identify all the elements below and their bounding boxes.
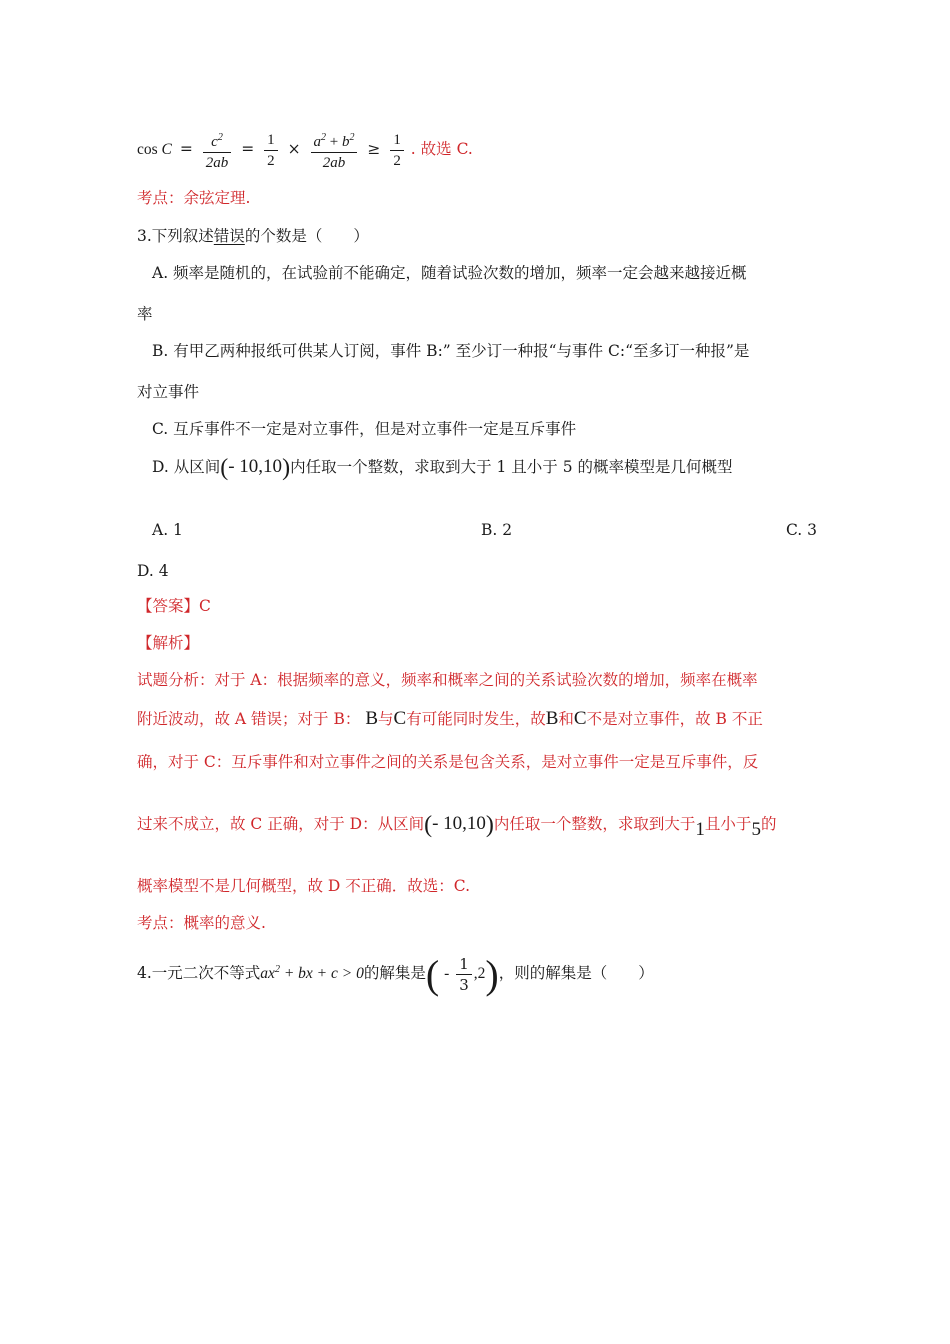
times-sign: × bbox=[287, 140, 301, 158]
analysis-line-3: 确，对于 C：互斥事件和对立事件之间的关系是包含关系，是对立事件一定是互斥事件，反 bbox=[137, 753, 759, 771]
fraction-one-half-2: $\frac{1}{2}$ bbox=[390, 130, 404, 171]
var-c: C bbox=[161, 141, 172, 158]
analysis-heading: 【解析】 bbox=[137, 634, 200, 652]
option-b-line-1: B. 有甲乙两种报纸可供某人订阅，事件 B:” 至少订一种报“与事件 C:“至多订一种报”是 bbox=[152, 342, 750, 360]
interval-text: - 10,10 bbox=[228, 456, 283, 477]
fraction-one-third: $\frac{1}{3}$ bbox=[456, 954, 472, 995]
option-b-line-2: 对立事件 bbox=[137, 383, 200, 401]
analysis-line-1: 试题分析：对于 A：根据频率的意义，频率和概率之间的关系试验次数的增加，频率在概率 bbox=[137, 671, 758, 689]
cos-label: cos bbox=[137, 141, 158, 158]
fraction-a2b2-over-2ab: $\frac{a^2 + b^2}{2ab}$ bbox=[311, 128, 358, 173]
question-4-title: 4.一元二次不等式$ax^2$ + bx + c > 0的解集是( - $\frac{1}{3}$ ,2)，则的解集是（ ） bbox=[137, 952, 654, 998]
choice-d: D. 4 bbox=[137, 562, 169, 580]
option-a-line-2: 率 bbox=[137, 305, 153, 323]
option-d: D. 从区间(- 10,10)内任取一个整数，求取到大于 1 且小于 5 的概率模型是几何概型 bbox=[152, 455, 733, 481]
cosine-formula: cos C = $\frac{c^2}{2ab}$ = $\frac{1}{2}$ × $\frac{a^2 + b^2}{2ab}$ ≥ $\frac{1}{2}$ . 故选 C. bbox=[137, 125, 473, 173]
choice-c: C. 3 bbox=[786, 521, 818, 539]
analysis-line-4: 过来不成立，故 C 正确，对于 D：从区间(- 10,10)内任取一个整数，求取到大于1且小于5的 bbox=[137, 812, 777, 840]
option-c: C. 互斥事件不一定是对立事件，但是对立事件一定是互斥事件 bbox=[152, 420, 577, 438]
choice-b: B. 2 bbox=[481, 521, 513, 539]
answer-label: 【答案】C bbox=[137, 597, 211, 615]
option-a-line-1: A. 频率是随机的，在试验前不能确定，随着试验次数的增加，频率一定会越来越接近概 bbox=[152, 264, 747, 282]
knowledge-point-2: 考点：概率的意义. bbox=[137, 914, 266, 932]
analysis-line-5: 概率模型不是几何概型，故 D 不正确．故选：C. bbox=[137, 877, 471, 895]
fraction-c2-over-2ab: $\frac{c^2}{2ab}$ bbox=[203, 128, 232, 173]
fraction-one-half: $\frac{1}{2}$ bbox=[264, 130, 278, 171]
formula-conclusion: . 故选 C. bbox=[410, 140, 473, 158]
geq-sign: ≥ bbox=[367, 140, 381, 158]
question-3-title: 3.下列叙述错误的个数是（ ） bbox=[137, 227, 369, 245]
knowledge-point-1: 考点：余弦定理. bbox=[137, 189, 251, 207]
underlined-word: 错误 bbox=[213, 227, 245, 245]
analysis-line-2: 附近波动，故 A 错误；对于 B： B与C有可能同时发生，故B和C不是对立事件，故 B 不正 bbox=[137, 708, 763, 729]
choice-a: A. 1 bbox=[152, 521, 183, 539]
